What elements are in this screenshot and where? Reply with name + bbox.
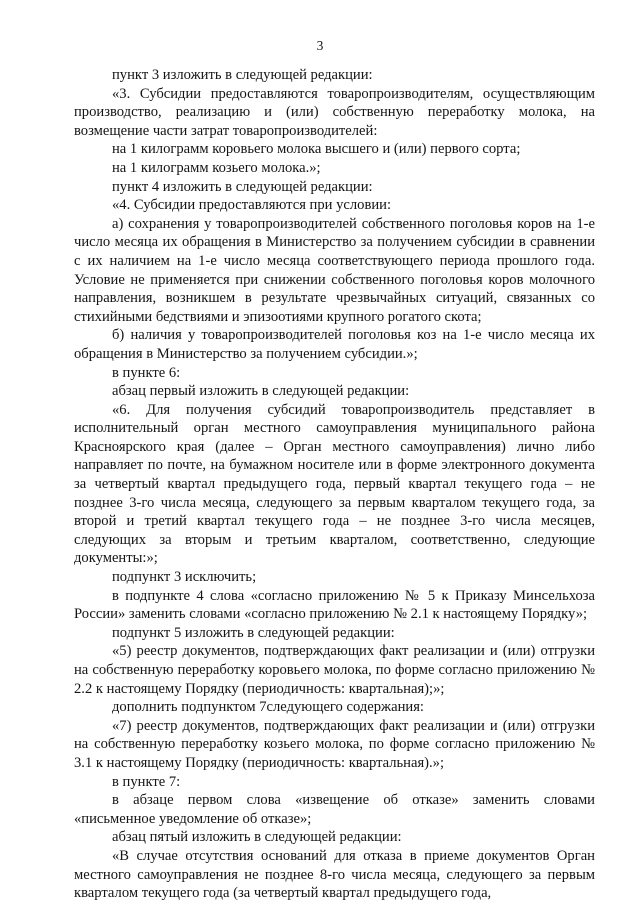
paragraph-19: в абзаце первом слова «извещение об отказе» заменить словами «письменное уведомление об отказе»;	[74, 792, 595, 827]
paragraph-8: б) наличия у товаропроизводителей поголовья коз на 1-е число месяца их обращения в Министерство за получением субсидии.»;	[74, 327, 595, 362]
paragraph-4: на 1 килограмм козьего молока.»;	[112, 159, 321, 176]
paragraph-3: на 1 килограмм коровьего молока высшего и (или) первого сорта;	[112, 141, 521, 158]
paragraph-15: «5) реестр документов, подтверждающих факт реализации и (или) отгрузки на собственную переработку коровьего молока, по форме согласно приложению № 2.2 к настоящему Порядку (периодичность: квартальная);»;	[74, 643, 595, 697]
paragraph-2: «3. Субсидии предоставляются товаропроизводителям, осуществляющим производство, реализацию и (или) собственную переработку молока, на возмещение части затрат товаропроизводителей:	[74, 85, 595, 139]
paragraph-6: «4. Субсидии предоставляются при условии:	[112, 197, 392, 214]
paragraph-11: «6. Для получения субсидий товаропроизводитель представляет в исполнительный орган местного самоуправления муниципального района Красноярского края (далее – Орган местного самоуправления) лично либо направляет по почте, на бумажном носителе или в форме электронного документа за четвертый квартал предыдущего года, первый квартал текущего года – не позднее 3-го числа месяца, следующего за первым кварталом текущего года, за второй и третий квартал текущего года – не позднее 3-го числа месяцев, следующих за вторым и третьим кварталом, соответственно, следующие документы:»;	[74, 401, 595, 567]
paragraph-18: в пункте 7:	[112, 773, 181, 790]
paragraph-12: подпункт 3 исключить;	[112, 569, 257, 586]
paragraph-13: в подпункте 4 слова «согласно приложению № 5 к Приказу Минсельхоза России» заменить словами «согласно приложению № 2.1 к настоящему Порядку»;	[74, 587, 595, 623]
paragraph-17: «7) реестр документов, подтверждающих факт реализации и (или) отгрузки на собственную переработку козьего молока, по форме согласно приложению № 3.1 к настоящему Порядку (периодичность: квартальная).»;	[74, 717, 595, 771]
paragraph-9: в пункте 6:	[112, 364, 181, 381]
paragraph-5: пункт 4 изложить в следующей редакции:	[112, 178, 373, 195]
document-body	[74, 66, 595, 903]
paragraph-16: дополнить подпунктом 7следующего содержания:	[112, 699, 424, 716]
paragraph-7: а) сохранения у товаропроизводителей собственного поголовья коров на 1-е число месяца их обращения в Министерство за получением субсидии в сравнении с их наличием на 1-е число месяца соответствующего периода прошлого года. Условие не применяется при снижении собственного поголовья коров молочного направления, возникшем в результате чрезвычайных ситуаций, связанных со стихийными бедствиями и эпизоотиями крупного рогатого скота;	[74, 215, 595, 325]
paragraph-10: абзац первый изложить в следующей редакции:	[112, 383, 410, 400]
paragraph-1: пункт 3 изложить в следующей редакции:	[112, 67, 373, 83]
paragraph-20: абзац пятый изложить в следующей редакции:	[112, 829, 402, 846]
page-number: 3	[316, 38, 324, 53]
paragraph-14: подпункт 5 изложить в следующей редакции:	[112, 624, 395, 641]
paragraph-21: «В случае отсутствия оснований для отказа в приеме документов Орган местного самоуправления не позднее 8-го числа месяца, следующего за первым кварталом текущего года (за четвертый квартал предыдущего года,	[74, 847, 595, 902]
